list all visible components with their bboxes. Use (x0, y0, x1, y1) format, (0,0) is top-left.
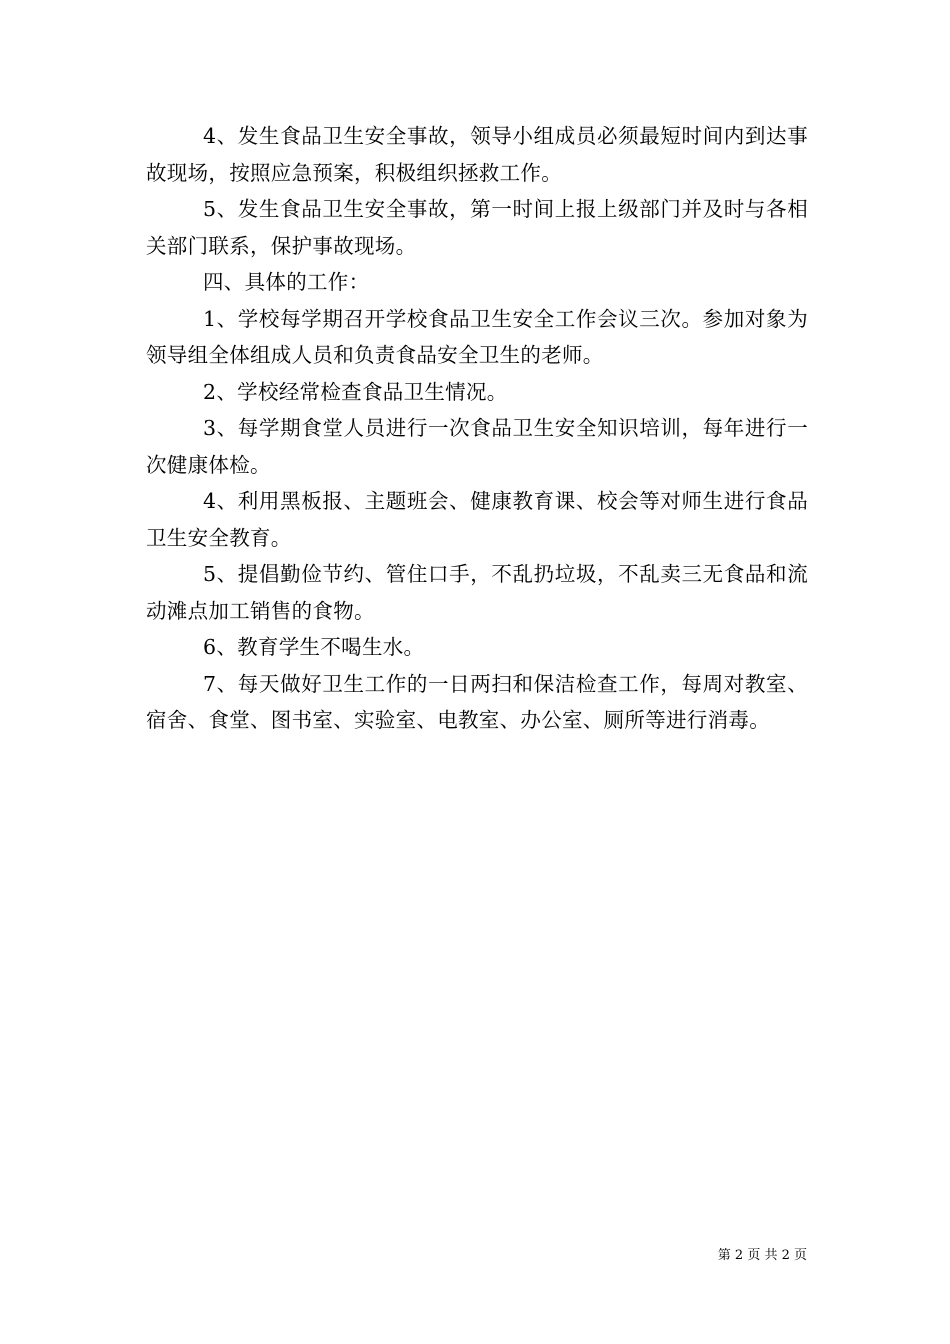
page-number-footer: 第 2 页 共 2 页 (717, 1248, 807, 1263)
paragraph-no-raw-water: 6、教育学生不喝生水。 (203, 635, 425, 659)
document-body (146, 118, 808, 739)
paragraph-accident-report: 5、发生食品卫生安全事故，第一时间上报上级部门并及时与各相关部门联系，保护事故现场。 (146, 197, 808, 258)
paragraph-safety-meeting: 1、学校每学期召开学校食品卫生安全工作会议三次。参加对象为领导组全体组成人员和负责食品安全卫生的老师。 (146, 306, 808, 367)
paragraph-frugality: 5、提倡勤俭节约、管住口手，不乱扔垃圾，不乱卖三无食品和流动滩点加工销售的食物。 (146, 562, 808, 623)
paragraph-staff-training: 3、每学期食堂人员进行一次食品卫生安全知识培训，每年进行一次健康体检。 (146, 416, 808, 477)
paragraph-safety-education: 4、利用黑板报、主题班会、健康教育课、校会等对师生进行食品卫生安全教育。 (146, 489, 808, 550)
paragraph-accident-response: 4、发生食品卫生安全事故，领导小组成员必须最短时间内到达事故现场，按照应急预案，积极组织拯救工作。 (146, 124, 808, 185)
paragraph-hygiene-inspection: 2、学校经常检查食品卫生情况。 (203, 379, 508, 404)
paragraph-daily-cleaning: 7、每天做好卫生工作的一日两扫和保洁检查工作，每周对教室、宿舍、食堂、图书室、实验室、电教室、办公室、厕所等进行消毒。 (146, 671, 808, 732)
section-heading-specific-work: 四、具体的工作： (203, 270, 370, 294)
